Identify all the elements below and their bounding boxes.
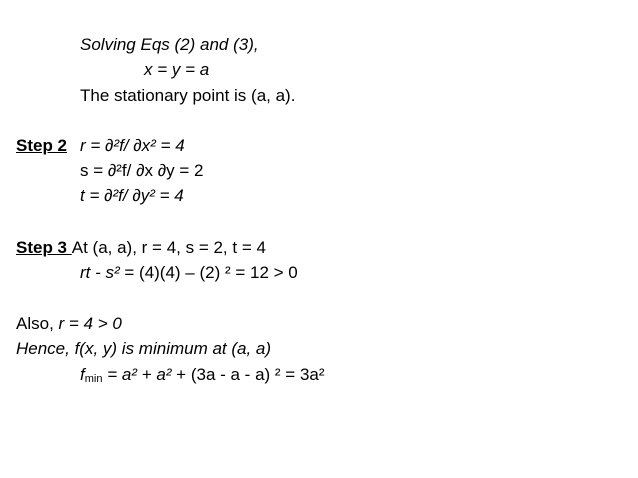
step3-label: Step 3	[16, 238, 72, 257]
also-prefix: Also,	[16, 314, 59, 333]
step2-r-line: r = ∂²f/ ∂x² = 4	[80, 136, 185, 155]
text-line-x-equals-y: x = y = a	[144, 60, 210, 79]
step2-label: Step 2	[16, 136, 68, 155]
fmin-end: + (3a - a - a) ² = 3a²	[171, 365, 325, 384]
step2-t-line: t = ∂²f/ ∂y² = 4	[80, 186, 184, 205]
step3-rt-line	[80, 263, 298, 283]
text-line-solving: Solving Eqs (2) and (3),	[80, 35, 259, 54]
also-condition: r = 4 > 0	[58, 314, 122, 333]
fmin-f: f	[80, 365, 85, 384]
hence-line: Hence, f(x, y) is minimum at (a, a)	[16, 339, 272, 358]
also-line	[16, 314, 122, 334]
fmin-line	[80, 365, 325, 389]
text-line-stationary-point: The stationary point is (a, a).	[80, 86, 296, 105]
step3-rt-result: = (4)(4) – (2) ² = 12 > 0	[119, 263, 298, 282]
fmin-subscript: min	[84, 373, 103, 385]
fmin-mid: = a² + a²	[102, 365, 172, 384]
step3-rt-expr: rt - s²	[80, 263, 120, 282]
step3-text: At (a, a), r = 4, s = 2, t = 4	[71, 238, 266, 257]
step3-line	[16, 238, 266, 258]
step2-s-line: s = ∂²f/ ∂x ∂y = 2	[80, 161, 204, 180]
